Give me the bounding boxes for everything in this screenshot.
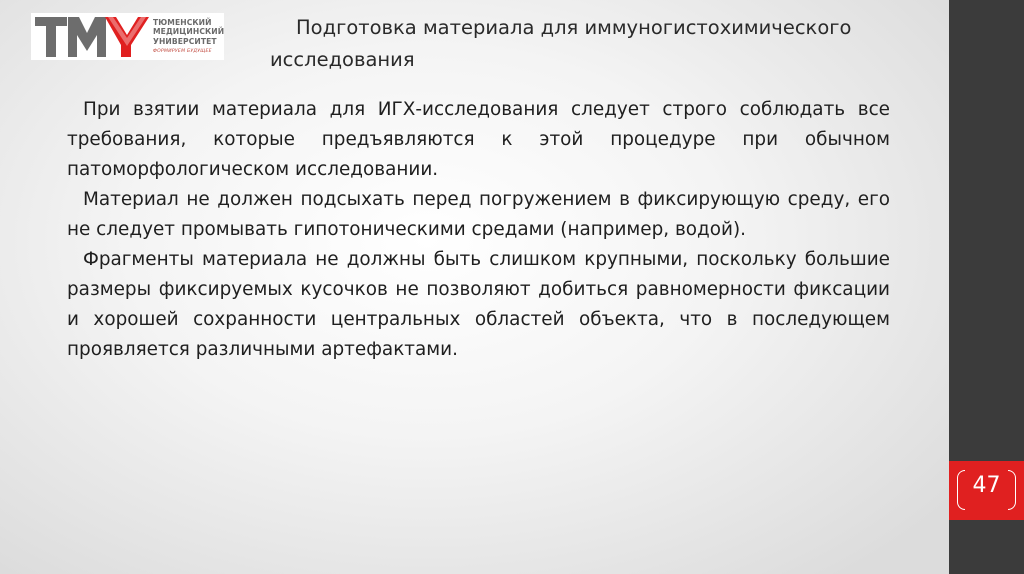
paragraph: Фрагменты материала не должны быть слишком крупными, поскольку большие размеры фиксируемых кусочков не позволяют добиться равномерности фиксации и хорошей сохранности центральных областей объекта, что в последующем проявляется различными артефактами.: [67, 249, 890, 360]
slide-body: [67, 95, 890, 365]
university-logo: [31, 13, 224, 60]
slide-title: [270, 12, 910, 76]
page-number: 47: [972, 473, 1001, 498]
slide-title-line-2: исследования: [270, 48, 415, 71]
paragraph: Материал не должен подсыхать перед погружением в фиксирующую среду, его не следует промывать гипотоническими средами (например, водой).: [67, 189, 890, 240]
slide-title-line-1: Подготовка материала для иммуногистохимического: [296, 16, 852, 39]
tmu-logo-mark-icon: [35, 15, 153, 58]
university-name: ТЮМЕНСКИЙ МЕДИЦИНСКИЙ УНИВЕРСИТЕТ: [153, 18, 225, 46]
paragraph: При взятии материала для ИГХ-исследования следует строго соблюдать все требования, которые предъявляются к этой процедуре при обычном патоморфологическом исследовании.: [67, 99, 890, 180]
university-motto: ФОРМИРУЕМ БУДУЩЕЕ: [153, 49, 212, 54]
page-number-badge: [949, 461, 1024, 520]
bracket-right-icon: [1008, 470, 1016, 510]
